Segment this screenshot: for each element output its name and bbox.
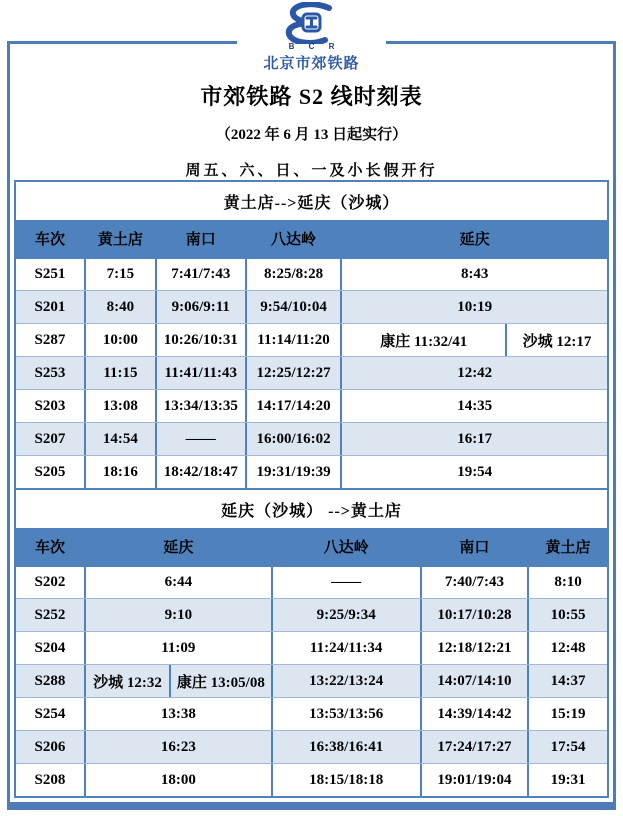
time-cell: 8:43 bbox=[340, 259, 607, 290]
column-header-row bbox=[16, 528, 607, 565]
operating-days-note: 周五、六、日、一及小长假开行 bbox=[185, 163, 438, 179]
time-cell: 8:10 bbox=[527, 567, 607, 598]
time-cell: 13:53/13:56 bbox=[271, 698, 420, 730]
col-header-nankou: 南口 bbox=[420, 528, 528, 565]
col-header-huangtudian: 黄土店 bbox=[84, 220, 155, 257]
timetable-inbound bbox=[14, 490, 609, 798]
time-cell: 14:07/14:10 bbox=[420, 665, 528, 697]
time-cell: 10:00 bbox=[84, 324, 155, 356]
table-row bbox=[16, 389, 607, 422]
table-row bbox=[16, 664, 607, 697]
train-number: S205 bbox=[34, 463, 66, 480]
table-row bbox=[16, 257, 607, 290]
time-cell: 13:22/13:24 bbox=[271, 665, 420, 697]
train-number: S204 bbox=[34, 639, 66, 656]
time-cell: 14:39/14:42 bbox=[420, 698, 528, 730]
effective-date: （2022 年 6 月 13 日起实行） bbox=[215, 127, 408, 143]
time-cell-kangzhuang: 康庄 11:32/41 bbox=[380, 333, 468, 350]
time-cell: 18:42/18:47 bbox=[155, 456, 245, 488]
train-number: S203 bbox=[34, 397, 66, 414]
train-number: S252 bbox=[34, 606, 66, 623]
train-number: S201 bbox=[34, 298, 66, 315]
time-cell: 7:15 bbox=[84, 259, 155, 290]
table-row bbox=[16, 730, 607, 763]
time-cell: 9:54/10:04 bbox=[245, 291, 341, 323]
no-stop-dash: —— bbox=[155, 423, 245, 455]
logo-block bbox=[0, 2, 623, 73]
time-cell: 7:41/7:43 bbox=[155, 259, 245, 290]
time-cell: 6:44 bbox=[84, 567, 271, 598]
time-cell: 16:00/16:02 bbox=[245, 423, 341, 455]
logo-abbr: B C R bbox=[288, 42, 341, 51]
logo-org-name: 北京市郊铁路 bbox=[263, 55, 360, 72]
time-cell: 16:38/16:41 bbox=[271, 731, 420, 763]
timetables bbox=[14, 180, 609, 798]
time-cell: 9:25/9:34 bbox=[271, 599, 420, 631]
time-cell: 17:24/17:27 bbox=[420, 731, 528, 763]
time-cell: 13:38 bbox=[84, 698, 271, 730]
time-cell: 14:37 bbox=[527, 665, 607, 697]
time-cell: 10:17/10:28 bbox=[420, 599, 528, 631]
time-cell: 14:17/14:20 bbox=[245, 390, 341, 422]
table-row bbox=[16, 697, 607, 730]
table-row bbox=[16, 763, 607, 796]
train-number: S206 bbox=[34, 738, 66, 755]
time-cell: 19:31/19:39 bbox=[245, 456, 341, 488]
split-time-cell bbox=[340, 324, 607, 356]
col-header-badaling: 八达岭 bbox=[245, 220, 341, 257]
time-cell: 17:54 bbox=[527, 731, 607, 763]
time-cell: 9:10 bbox=[84, 599, 271, 631]
time-cell: 10:26/10:31 bbox=[155, 324, 245, 356]
time-cell: 11:41/11:43 bbox=[155, 357, 245, 389]
time-cell: 14:54 bbox=[84, 423, 155, 455]
time-cell: 12:25/12:27 bbox=[245, 357, 341, 389]
timetable-outbound bbox=[14, 180, 609, 490]
time-cell: 18:16 bbox=[84, 456, 155, 488]
time-cell: 8:25/8:28 bbox=[245, 259, 341, 290]
time-cell: 16:23 bbox=[84, 731, 271, 763]
time-cell: 11:15 bbox=[84, 357, 155, 389]
table-row bbox=[16, 422, 607, 455]
bcr-logo-icon bbox=[279, 2, 343, 44]
table-row bbox=[16, 565, 607, 598]
time-cell-shacheng: 沙城 12:17 bbox=[505, 324, 607, 356]
title-block bbox=[0, 80, 623, 180]
time-cell-kangzhuang: 康庄 13:05/08 bbox=[169, 665, 271, 697]
column-header-row bbox=[16, 220, 607, 257]
time-cell: 18:15/18:18 bbox=[271, 764, 420, 796]
train-number: S202 bbox=[34, 574, 66, 590]
col-header-huangtudian: 黄土店 bbox=[527, 528, 607, 565]
train-number: S254 bbox=[34, 705, 66, 722]
col-header-nankou: 南口 bbox=[155, 220, 245, 257]
time-cell: 12:18/12:21 bbox=[420, 632, 528, 664]
train-number: S251 bbox=[34, 266, 66, 282]
time-cell: 15:19 bbox=[527, 698, 607, 730]
train-number: S253 bbox=[34, 364, 66, 381]
train-number: S207 bbox=[34, 430, 66, 447]
inbound-rows bbox=[16, 565, 607, 796]
time-cell: 10:19 bbox=[340, 291, 607, 323]
table-row bbox=[16, 598, 607, 631]
time-cell: 13:34/13:35 bbox=[155, 390, 245, 422]
time-cell: 10:55 bbox=[527, 599, 607, 631]
time-cell: 18:00 bbox=[84, 764, 271, 796]
time-cell: 19:54 bbox=[340, 456, 607, 488]
col-header-badaling: 八达岭 bbox=[271, 528, 420, 565]
time-cell-shacheng: 沙城 12:32 bbox=[93, 674, 162, 691]
split-time-cell bbox=[84, 665, 271, 697]
section-title-inbound: 延庆（沙城） -->黄土店 bbox=[16, 490, 607, 528]
section-title-outbound: 黄土店-->延庆（沙城） bbox=[16, 182, 607, 220]
col-header-train: 车次 bbox=[34, 539, 65, 556]
time-cell: 9:06/9:11 bbox=[155, 291, 245, 323]
time-cell: 19:01/19:04 bbox=[420, 764, 528, 796]
time-cell: 11:09 bbox=[84, 632, 271, 664]
time-cell: 13:08 bbox=[84, 390, 155, 422]
time-cell: 7:40/7:43 bbox=[420, 567, 528, 598]
table-row bbox=[16, 290, 607, 323]
time-cell: 12:42 bbox=[340, 357, 607, 389]
col-header-yanqing: 延庆 bbox=[340, 220, 607, 257]
time-cell: 12:48 bbox=[527, 632, 607, 664]
time-cell: 19:31 bbox=[527, 764, 607, 796]
time-cell: 11:24/11:34 bbox=[271, 632, 420, 664]
table-row bbox=[16, 455, 607, 488]
table-row bbox=[16, 631, 607, 664]
no-stop-dash: —— bbox=[271, 567, 420, 598]
page-title: 市郊铁路 S2 线时刻表 bbox=[200, 84, 423, 109]
time-cell: 8:40 bbox=[84, 291, 155, 323]
outbound-rows bbox=[16, 257, 607, 488]
time-cell: 16:17 bbox=[340, 423, 607, 455]
table-row bbox=[16, 323, 607, 356]
train-number: S288 bbox=[34, 672, 66, 689]
train-number: S287 bbox=[34, 331, 66, 348]
col-header-yanqing: 延庆 bbox=[84, 528, 271, 565]
col-header-train: 车次 bbox=[34, 231, 65, 248]
train-number: S208 bbox=[34, 771, 66, 788]
time-cell: 11:14/11:20 bbox=[245, 324, 341, 356]
time-cell: 14:35 bbox=[340, 390, 607, 422]
table-row bbox=[16, 356, 607, 389]
